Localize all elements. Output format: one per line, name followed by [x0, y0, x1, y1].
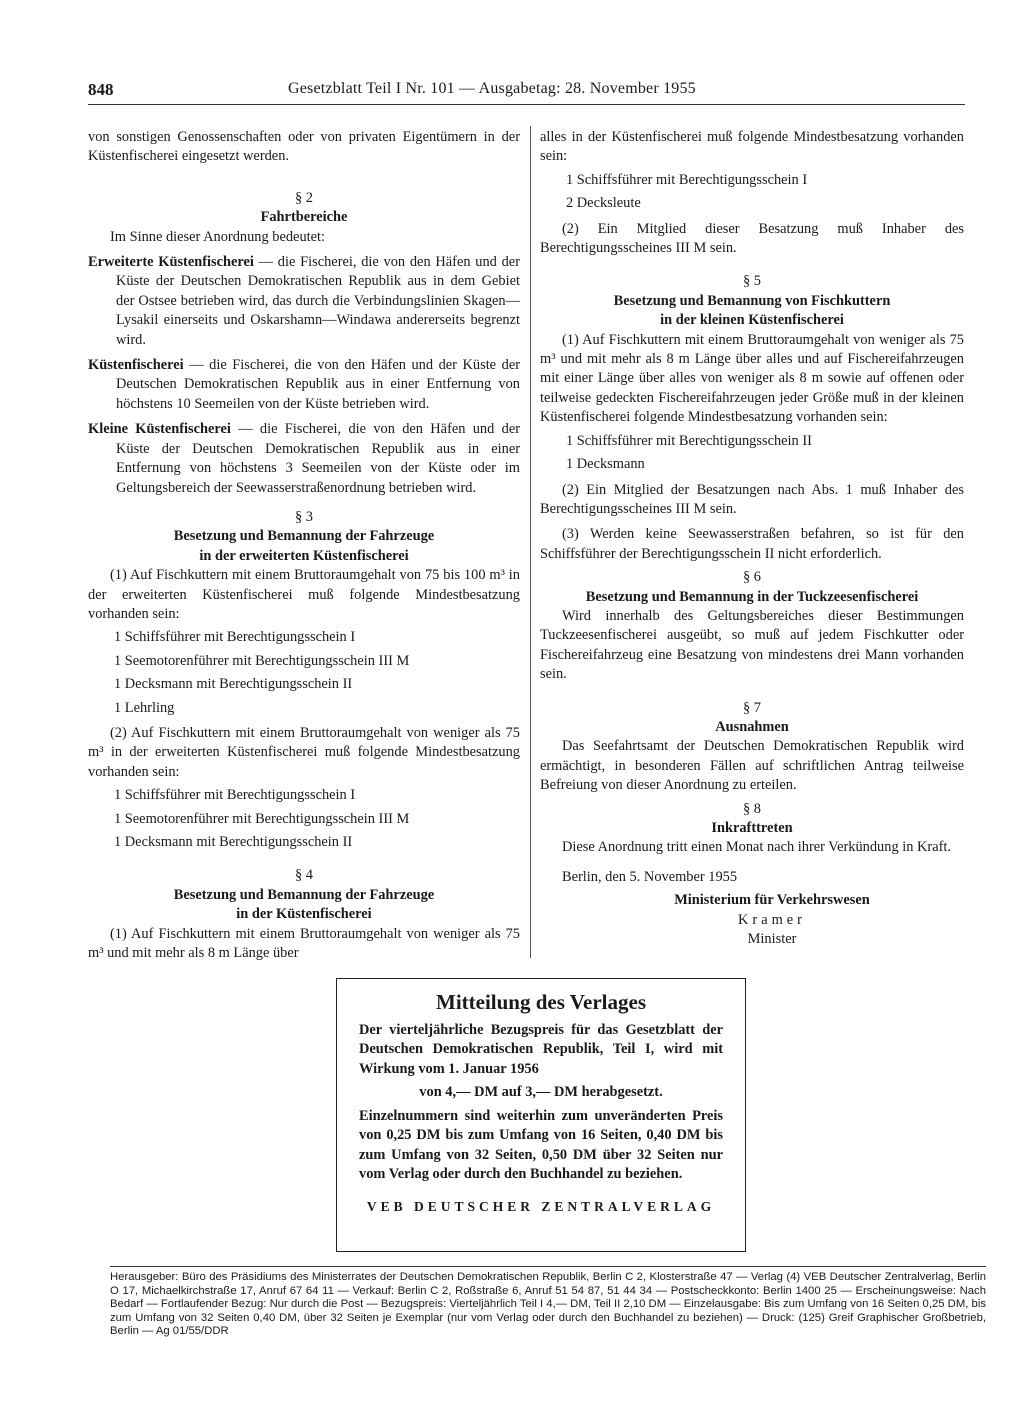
section-5-paragraph-1: (1) Auf Fischkuttern mit einem Bruttoraumgehalt von weniger als 75 m³ und mit mehr als 8 m Länge über alles und auf Fischereifahrzeugen mit einer Länge über alles von weniger als 8 m sowie auf offenen oder teilweise gedeckten Fischereifahrzeugen jeder Größe muß in der kleinen Küstenfischerei folgende Mindestbesatzung vorhanden sein:	[540, 331, 964, 426]
signer-name: Kramer	[738, 911, 806, 928]
section-8-paragraph: Diese Anordnung tritt einen Monat nach ihrer Verkündung in Kraft.	[562, 839, 951, 856]
section-2-title: Fahrtbereiche	[260, 209, 348, 226]
publisher-notice-box	[336, 978, 746, 1252]
section-4-continuation: alles in der Küstenfischerei muß folgende Mindestbesatzung vorhanden sein:	[540, 129, 964, 165]
page-number: 848	[88, 80, 114, 99]
crew-list-item: 1 Decksmann mit Berechtigungsschein II	[114, 676, 353, 693]
place-and-date: Berlin, den 5. November 1955	[562, 868, 738, 885]
section-8-title: Inkrafttreten	[711, 820, 793, 836]
left-column	[88, 128, 520, 963]
section-5-paragraph-2: (2) Ein Mitglied der Besatzungen nach Abs. 1 muß Inhaber des Berechtigungsscheines III M sein.	[540, 481, 964, 517]
section-7-paragraph: Das Seefahrtsamt der Deutschen Demokratischen Republik wird ermächtigt, in besonderen Fällen auf schriftlichen Antrag teilweise Befreiung von dieser Anordnung zu erteilen.	[540, 738, 964, 794]
definition-text: — die Fischerei, die von den Häfen und der Küste der Deutschen Demokratischen Republik aus in dem Gebiet der Ostsee betrieben wird, das durch die Verbindungslinien Skagen—Lysakil einerseits und Oskarshamn—Windawa andererseits begrenzt wird.	[116, 254, 520, 348]
crew-list-item: 1 Schiffsführer mit Berechtigungsschein I	[114, 629, 356, 646]
section-6-paragraph: Wird innerhalb des Geltungsbereiches dieser Bestimmungen Tuckzeesenfischerei ausgeübt, so muß auf jedem Fischkutter oder Fischereifahrzeug eine Besatzung von mindestens drei Mann vorhanden sein.	[540, 607, 964, 683]
section-5-paragraph-3: (3) Werden keine Seewasserstraßen befahren, so ist für den Schiffsführer der Berechtigungsschein II nicht erforderlich.	[540, 526, 964, 562]
crew-list-item: 1 Decksmann mit Berechtigungsschein II	[114, 834, 353, 850]
section-7-number: § 7	[743, 699, 761, 716]
section-5-number: § 5	[743, 273, 761, 290]
section-5-title-line1: Besetzung und Bemannung von Fischkuttern	[613, 292, 891, 309]
crew-list-item: 1 Schiffsführer mit Berechtigungsschein II	[566, 432, 812, 449]
section-3-number: § 3	[295, 508, 313, 525]
definition-small-coastal	[88, 420, 520, 498]
section-4-paragraph-2: (2) Ein Mitglied dieser Besatzung muß Inhaber des Berechtigungsscheines III M sein.	[540, 220, 964, 257]
section-3-paragraph-2: (2) Auf Fischkuttern mit einem Bruttoraumgehalt von weniger als 75 m³ in der erweiterten Küstenfischerei muß folgende Mindestbesatzung vorhanden sein:	[88, 724, 520, 780]
section-3-paragraph-1: (1) Auf Fischkuttern mit einem Bruttoraumgehalt von 75 bis 100 m³ in der erweiterten Küstenfischerei muß folgende Mindestbesatzung vorhanden sein:	[88, 567, 520, 622]
notice-publisher: VEB DEUTSCHER ZENTRALVERLAG	[366, 1198, 716, 1214]
crew-list-item: 1 Seemotorenführer mit Berechtigungsschein III M	[114, 652, 410, 669]
definition-text: — die Fischerei, die von den Häfen und der Küste der Deutschen Demokratischen Republik aus in einer Entfernung von höchstens 10 Seemeilen von der Küste betrieben wird.	[116, 357, 520, 412]
section-4-paragraph-1: (1) Auf Fischkuttern mit einem Bruttoraumgehalt von weniger als 75 m³ und mit mehr als 8 m Länge über	[88, 925, 520, 962]
section-6-number: § 6	[743, 569, 761, 586]
crew-list-item: 1 Lehrling	[114, 699, 175, 716]
section-2-lead: Im Sinne dieser Anordnung bedeutet:	[110, 228, 326, 245]
section-3-title-line1: Besetzung und Bemannung der Fahrzeuge	[173, 528, 435, 545]
notice-price-change: von 4,— DM auf 3,— DM herabgesetzt.	[419, 1084, 663, 1100]
intro-paragraph: von sonstigen Genossenschaften oder von privaten Eigentümern in der Küstenfischerei eingesetzt werden.	[88, 129, 520, 165]
gazette-title: Gesetzblatt Teil I Nr. 101 — Ausgabetag: 28. November 1955	[288, 80, 696, 97]
section-4-title-line2: in der Küstenfischerei	[236, 906, 372, 923]
section-4-title-line1: Besetzung und Bemannung der Fahrzeuge	[173, 886, 435, 903]
section-5-title-line2: in der kleinen Küstenfischerei	[660, 312, 844, 329]
column-divider	[530, 126, 531, 958]
notice-paragraph-1: Der vierteljährliche Bezugspreis für das Gesetzblatt der Deutschen Demokratischen Republik, Teil I, wird mit Wirkung vom 1. Januar 1956	[359, 1021, 723, 1077]
section-2-number: § 2	[295, 189, 313, 206]
crew-list-item: 1 Schiffsführer mit Berechtigungsschein I	[114, 787, 356, 804]
definition-term: Küstenfischerei	[88, 357, 184, 374]
crew-list-item: 2 Decksleute	[566, 195, 641, 212]
section-3-title-line2: in der erweiterten Küstenfischerei	[199, 547, 409, 564]
definition-text: — die Fischerei, die von den Häfen und der Küste der Deutschen Demokratischen Republik aus in einer Entfernung von höchstens 3 Seemeilen von der Küste oder im Geltungsbereich der Seewasserstraßenordnung betrieben wird.	[116, 421, 520, 496]
definition-extended-coastal	[88, 253, 520, 350]
section-7-title: Ausnahmen	[715, 718, 789, 735]
crew-list-item: 1 Schiffsführer mit Berechtigungsschein I	[566, 171, 808, 188]
notice-title: Mitteilung des Verlages	[436, 990, 646, 1014]
imprint-footer: Herausgeber: Büro des Präsidiums des Ministerrates der Deutschen Demokratischen Republik, Berlin C 2, Klosterstraße 47 — Verlag (4) VEB Deutscher Zentralverlag, Berlin O 17, Michaelkirchstraße 17, Anruf 67 64 11 — Verkauf: Berlin C 2, Roßstraße 6, Anruf 51 54 87, 51 44 34 — Postscheckkonto: Berlin 1400 25 — Erscheinungsweise: Nach Bedarf — Fortlaufender Bezug: Nur durch die Post — Bezugspreis: Vierteljährlich Teil I 4,— DM, Teil II 2,10 DM — Einzelausgabe: Bis zum Umfang von 16 Seiten 0,25 DM, bis zum Umfang von 32 Seiten 0,40 DM, über 32 Seiten je Exemplar (nur vom Verlag oder durch den Buchhandel zu beziehen) — Druck: (125) Greif Graphischer Großbetrieb, Berlin — Ag 01/55/DDR	[110, 1266, 986, 1339]
section-8-number: § 8	[743, 800, 761, 817]
signer-role: Minister	[747, 931, 797, 948]
notice-paragraph-3: Einzelnummern sind weiterhin zum unveränderten Preis von 0,25 DM bis zum Umfang von 16 Seiten, 0,40 DM bis zum Umfang von 32 Seiten, 0,50 DM über 32 Seiten nur vom Verlag oder durch den Buchhandel zu beziehen.	[359, 1107, 723, 1182]
crew-list-item: 1 Seemotorenführer mit Berechtigungsschein III M	[114, 810, 410, 827]
definition-term: Erweiterte Küstenfischerei	[88, 254, 254, 271]
definition-term: Kleine Küstenfischerei	[88, 421, 231, 438]
ministry-name: Ministerium für Verkehrswesen	[674, 892, 870, 909]
right-column	[540, 128, 964, 949]
definition-coastal	[88, 356, 520, 414]
section-6-title: Besetzung und Bemannung in der Tuckzeesenfischerei	[585, 588, 919, 605]
page-header	[88, 80, 965, 105]
section-4-number: § 4	[295, 867, 313, 884]
crew-list-item: 1 Decksmann	[566, 456, 645, 473]
